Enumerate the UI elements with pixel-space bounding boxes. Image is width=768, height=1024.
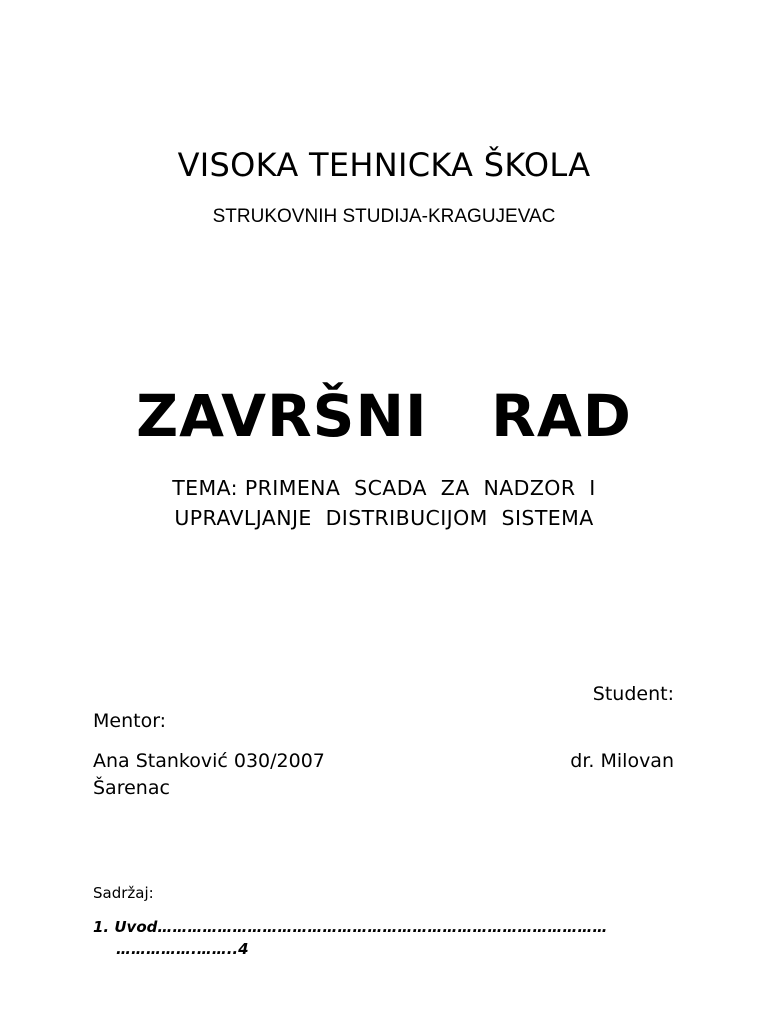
school-subtitle: STRUKOVNIH STUDIJA-KRAGUJEVAC (212, 206, 556, 227)
toc-entry-page: …………….……..4 (116, 940, 249, 958)
toc-entry-line: 1. Uvod……………………………………………………………………………… (93, 918, 608, 936)
document-title: ZAVRŠNI RAD (136, 382, 632, 450)
student-name: Ana Stanković 030/2007 (93, 750, 325, 772)
theme-line-1: TEMA: PRIMENA SCADA ZA NADZOR I (172, 476, 596, 500)
contents-heading: Sadržaj: (93, 884, 154, 902)
theme-line-2: UPRAVLJANJE DISTRIBUCIJOM SISTEMA (174, 506, 594, 530)
mentor-name-first: dr. Milovan (570, 750, 674, 772)
school-name: VISOKA TEHNICKA ŠKOLA (177, 146, 591, 184)
mentor-name-last: Šarenac (93, 777, 170, 799)
student-label: Student: (592, 683, 674, 705)
mentor-label: Mentor: (93, 710, 167, 732)
